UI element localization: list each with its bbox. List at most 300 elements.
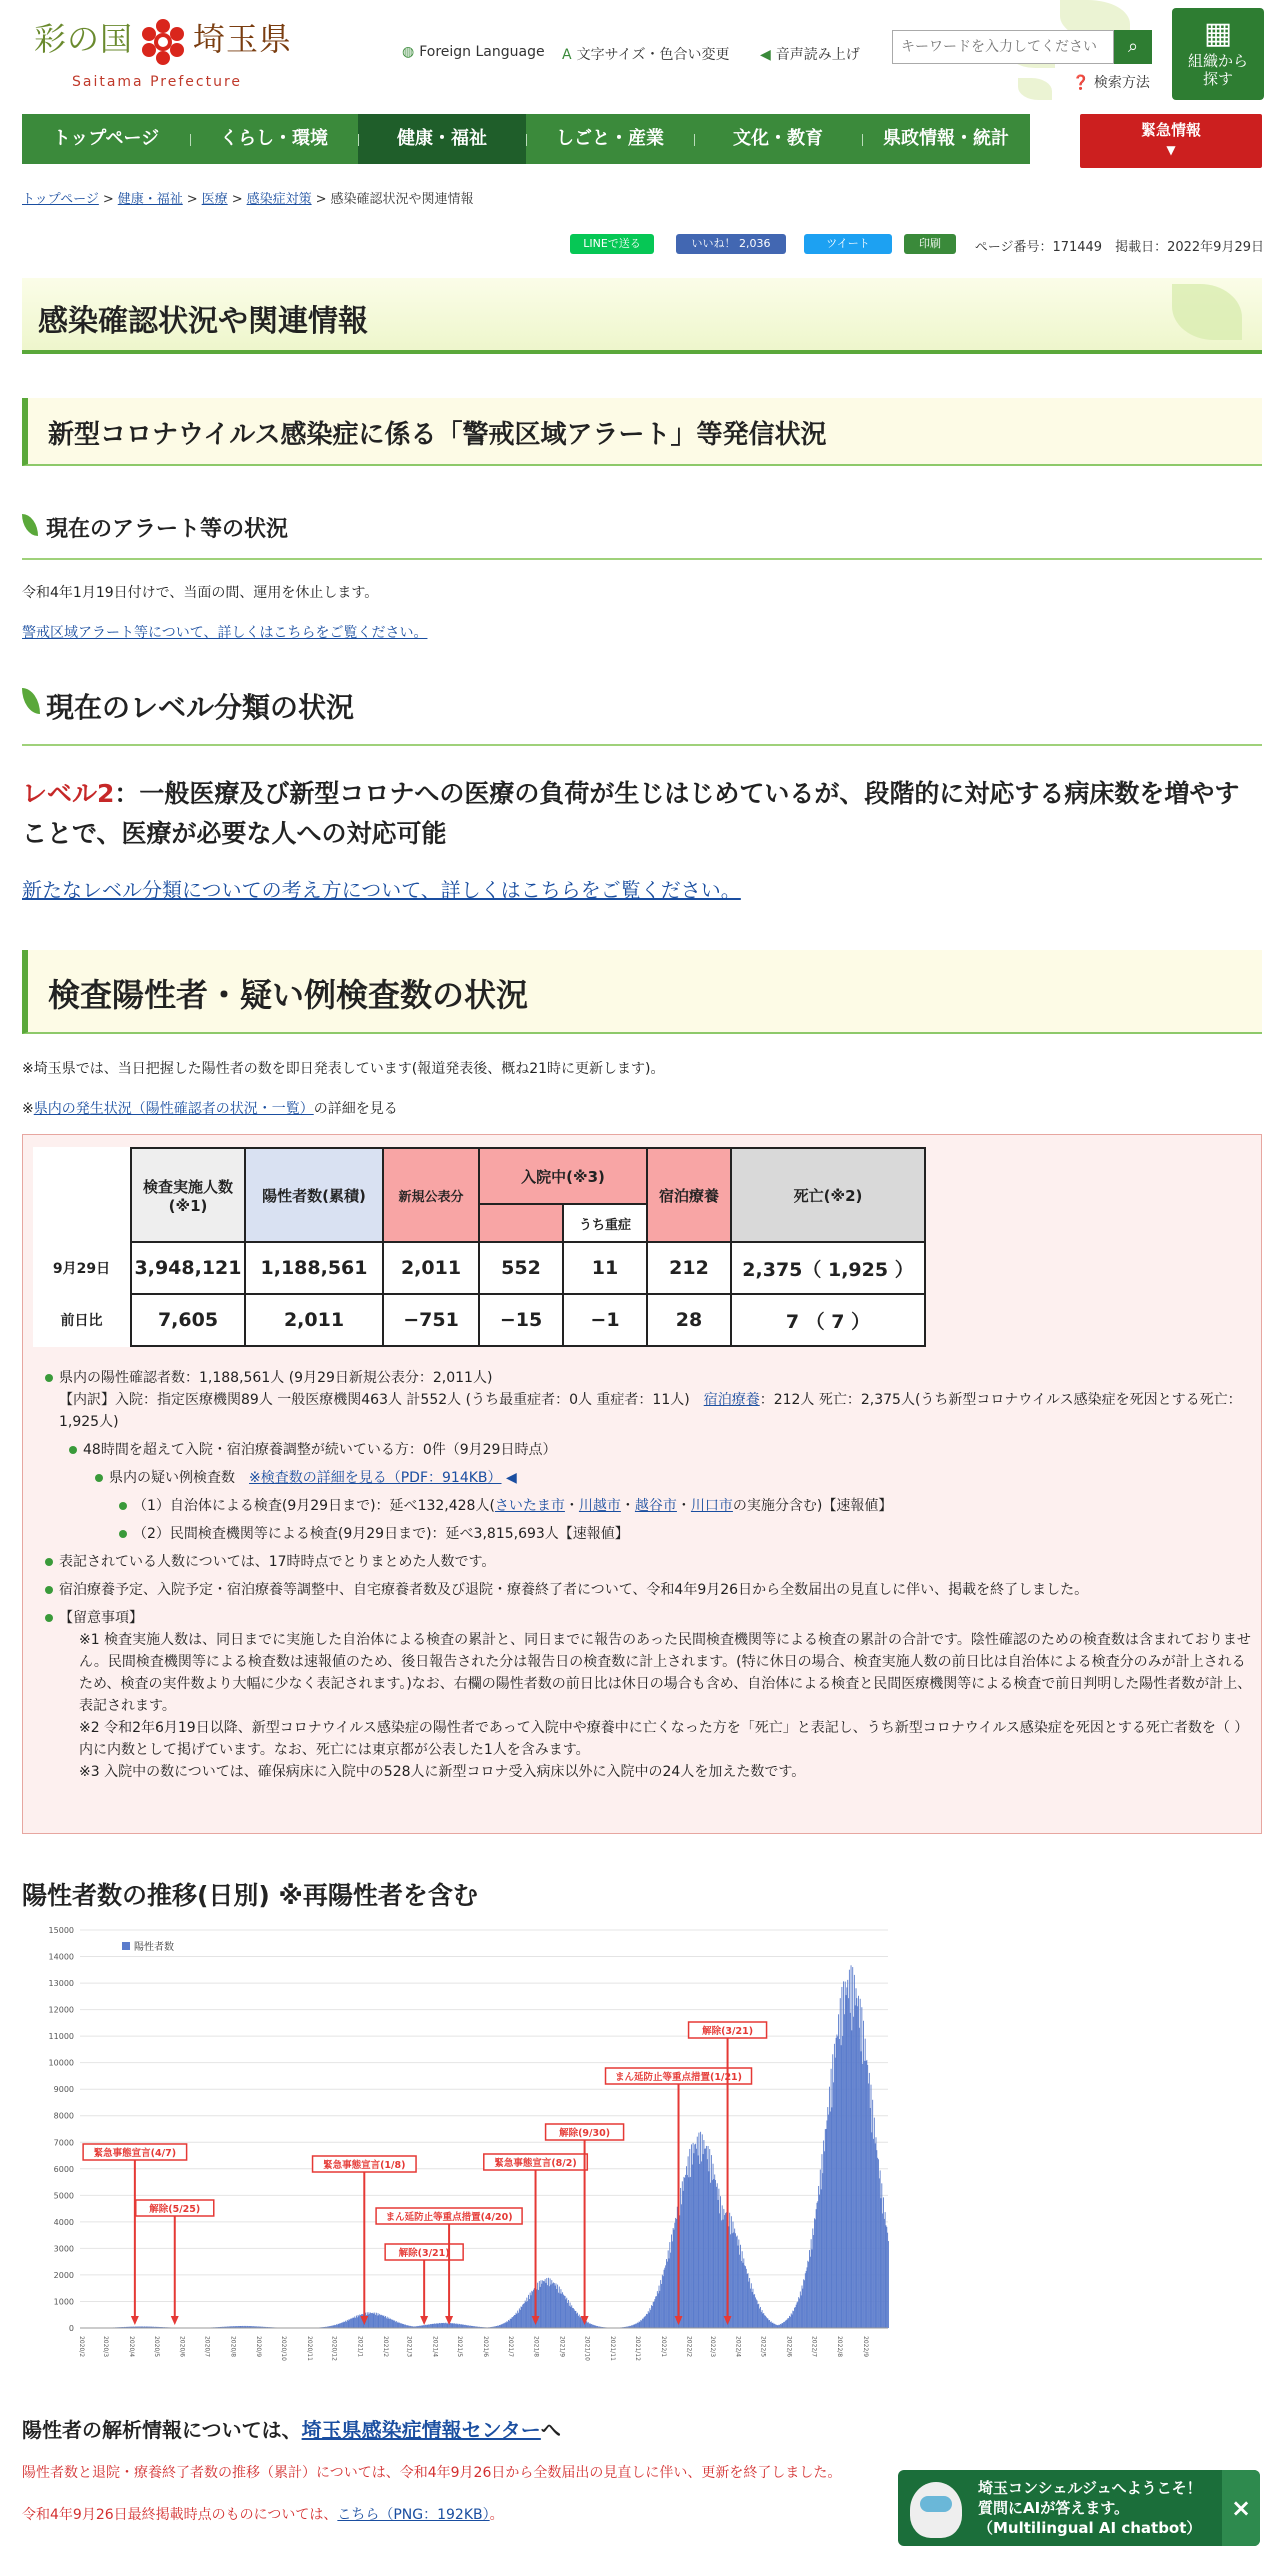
chart-bar [385, 2316, 386, 2328]
chart-bar [565, 2296, 566, 2328]
chart-bar [874, 2118, 875, 2328]
emergency-info-button[interactable] [1080, 114, 1262, 168]
chart-bar [839, 2039, 840, 2328]
chart-bar [817, 2201, 818, 2328]
chart-bar [344, 2322, 345, 2328]
chart-bar [694, 2144, 695, 2328]
final-note: 令和4年9月26日最終掲載時点のものについては、こちら（PNG：192KB）。 [22, 2507, 504, 2523]
diff-new: −751 [383, 1294, 479, 1346]
nav-work[interactable]: しごと・産業 [526, 114, 694, 164]
chart-section-title: 陽性者数の推移(日別) ※再陽性者を含む [22, 1881, 478, 1910]
chart-bar [831, 2107, 832, 2328]
chart-bar [864, 2061, 865, 2328]
chart-bar [344, 2322, 345, 2328]
note-positive-total: 県内の陽性確認者数：1,188,561人 (9月29日新規公表分：2,011人) 【内訳】入院：指定医療機関89人 一般医療機関463人 計552人 (うち最重症者：0人 重症者：11人) 宿泊療養：212人 死亡：2,375人(うち新型コロナウイルス感染症を死因とする死亡：1,925人) [43, 1367, 1257, 1433]
chart-bar [396, 2321, 397, 2328]
chart-bar [348, 2321, 349, 2328]
nav-living[interactable]: くらし・環境 [190, 114, 358, 164]
alert-heading: 新型コロナウイルス感染症に係る「警戒区域アラート」等発信状況 [48, 420, 827, 450]
chart-bar [403, 2324, 404, 2328]
chart-bar [395, 2322, 396, 2328]
alert-link[interactable]: 警戒区域アラート等について、詳しくはこちらをご覧ください。 [22, 625, 428, 641]
chart-bar [859, 2028, 860, 2328]
chart-y-tick-label: 1000 [53, 2297, 74, 2307]
chart-bar [517, 2311, 518, 2328]
chart-bar [544, 2281, 545, 2328]
test-detail-pdf-link[interactable]: ※検査数の詳細を見る（PDF：914KB） [249, 1470, 502, 1486]
chart-bar [403, 2324, 404, 2328]
chart-bar [762, 2314, 763, 2328]
chart-bar [742, 2251, 743, 2328]
chart-bar [743, 2258, 744, 2328]
chart-bar [791, 2313, 792, 2328]
kawagoe-link[interactable]: 川越市 [578, 1498, 621, 1514]
chart-bar [358, 2315, 359, 2328]
chart-bar [462, 2325, 463, 2328]
chart-bar [781, 2324, 782, 2328]
chart-bar [787, 2320, 788, 2328]
chart-bar [353, 2317, 354, 2328]
chart-bar [754, 2294, 755, 2328]
level-link[interactable]: 新たなレベル分類についての考え方について、詳しくはこちらをご覧ください。 [22, 878, 741, 902]
chart-bar [349, 2319, 350, 2328]
chart-bar [367, 2312, 368, 2328]
chart-bar [586, 2321, 587, 2328]
chart-bar [882, 2213, 883, 2328]
chart-bar [842, 2036, 843, 2328]
infection-center-link[interactable]: 埼玉県感染症情報センター [301, 2418, 541, 2442]
chart-bar [750, 2289, 751, 2328]
chart-bar [350, 2319, 351, 2328]
chart-bar [830, 2112, 831, 2328]
chart-bar [558, 2293, 559, 2328]
chart-bar [831, 2069, 832, 2328]
nav-government[interactable]: 県政情報・統計 [862, 114, 1030, 164]
chart-bar [513, 2316, 514, 2328]
chart-bar [767, 2318, 768, 2328]
chart-bar [708, 2171, 709, 2328]
chart-bar [758, 2304, 759, 2328]
chart-bar [718, 2200, 719, 2328]
chart-bar [753, 2295, 754, 2328]
chart-x-tick-label: 2021/11 [609, 2336, 617, 2361]
chart-bar [828, 2115, 829, 2328]
chart-bar [566, 2298, 567, 2328]
chart-bar [655, 2296, 656, 2328]
chart-bar [505, 2322, 506, 2328]
decorative-leaf [1172, 284, 1242, 340]
chart-bar [852, 1967, 853, 2328]
chart-bar [452, 2323, 453, 2328]
chart-bar [578, 2316, 579, 2328]
chart-bar [835, 2058, 836, 2328]
chart-bar [747, 2274, 748, 2328]
chart-bar [734, 2229, 735, 2328]
chart-bar [641, 2320, 642, 2328]
chart-bar [549, 2286, 550, 2328]
chart-bar [651, 2305, 652, 2328]
chart-bar [563, 2295, 564, 2328]
facebook-like-button[interactable]: いいね！ 2,036 [676, 234, 786, 254]
chart-bar [398, 2322, 399, 2328]
chart-bar [570, 2307, 571, 2328]
chart-bar [379, 2314, 380, 2328]
foreign-language-label: Foreign Language [419, 44, 545, 60]
chart-annotation-arrowhead [171, 2316, 179, 2325]
chart-x-tick-label: 2022/2 [685, 2336, 693, 2358]
chart-x-tick-label: 2020/7 [203, 2336, 211, 2358]
chart-bar [575, 2311, 576, 2328]
chart-bar [538, 2290, 539, 2328]
chart-bar [540, 2287, 541, 2328]
chart-bar [772, 2323, 773, 2328]
chart-bar [657, 2291, 658, 2328]
chart-bar [373, 2314, 374, 2328]
chart-bar [817, 2203, 818, 2328]
chart-bar [432, 2324, 433, 2328]
chart-bar [887, 2233, 888, 2328]
chart-bar [645, 2316, 646, 2328]
chatbot-text [978, 2478, 1202, 2538]
chart-bar [341, 2323, 342, 2328]
nav-top[interactable]: トップページ [52, 128, 160, 149]
chart-bar [587, 2323, 588, 2328]
chart-bar [531, 2291, 532, 2328]
chart-bar [378, 2315, 379, 2328]
chart-bar [688, 2177, 689, 2328]
chart-x-tick-label: 2021/9 [558, 2336, 566, 2358]
text-size-icon: A [562, 47, 572, 63]
chart-bar [680, 2188, 681, 2328]
chart-bar [861, 2007, 862, 2328]
chart-x-tick-label: 2022/6 [785, 2336, 793, 2358]
nav-culture[interactable]: 文化・教育 [694, 114, 862, 164]
alert-heading-box [22, 398, 1262, 466]
koshigaya-link[interactable]: 越谷市 [634, 1498, 677, 1514]
note-17h: 表記されている人数については、17時時点でとりまとめた人数です。 [43, 1551, 1257, 1573]
chart-bar [870, 2108, 871, 2328]
speaker-icon: ◀ [505, 1470, 517, 1486]
chart-bar [531, 2295, 532, 2328]
chart-bar [866, 2060, 867, 2328]
chart-bar [525, 2301, 526, 2328]
chart-bar [437, 2323, 438, 2328]
chart-bar [681, 2204, 682, 2328]
chart-bar [653, 2302, 654, 2328]
chart-y-tick-label: 10000 [48, 2058, 74, 2068]
chart-bar [378, 2313, 379, 2328]
chart-bar [577, 2313, 578, 2328]
chatbot-widget[interactable] [898, 2470, 1260, 2546]
chart-bar [637, 2323, 638, 2328]
foreign-language-link[interactable] [402, 44, 545, 60]
diff-positive: 2,011 [245, 1294, 383, 1346]
chart-bar [555, 2283, 556, 2328]
chart-bar [503, 2323, 504, 2328]
page-meta [975, 236, 1264, 255]
site-header [0, 0, 1284, 110]
chart-bar [851, 2030, 852, 2328]
chart-bar [767, 2318, 768, 2328]
breadcrumb-medical[interactable]: 医療 [201, 192, 228, 207]
line-share-button[interactable]: LINEで送る [570, 234, 654, 254]
chart-bar [846, 1995, 847, 2328]
chart-bar [501, 2324, 502, 2328]
chart-bar [701, 2161, 702, 2328]
chart-bar [511, 2317, 512, 2328]
chart-bar [389, 2319, 390, 2328]
chart-bar [356, 2316, 357, 2328]
chart-bar [685, 2175, 686, 2328]
chart-annotation-label: 緊急事態宣言(1/8) [323, 2160, 406, 2171]
nav-health[interactable]: 健康・福祉 [358, 114, 526, 164]
chart-bar [748, 2282, 749, 2328]
chart-bar [460, 2324, 461, 2328]
chart-bar [501, 2324, 502, 2328]
chart-y-tick-label: 4000 [53, 2217, 74, 2227]
chart-bar [441, 2323, 442, 2328]
cumulative-note: 陽性者数と退院・療養終了者数の推移（累計）については、令和4年9月26日から全数届出の見直しに伴い、更新を終了しました。 [22, 2465, 842, 2481]
chart-bar [357, 2317, 358, 2328]
chart-bar [388, 2318, 389, 2328]
png-link[interactable]: こちら（PNG：192KB） [337, 2507, 490, 2523]
chart-bar [802, 2289, 803, 2328]
chart-bar [774, 2324, 775, 2328]
global-nav [22, 114, 1030, 164]
print-button[interactable]: 印刷 [904, 234, 956, 254]
chart-bar [654, 2299, 655, 2328]
chart-bar [336, 2324, 337, 2328]
chart-bar [453, 2323, 454, 2328]
chart-bar [588, 2322, 589, 2328]
text-size-link[interactable] [562, 44, 729, 64]
chart-bar [737, 2236, 738, 2328]
chart-x-tick-label: 2022/5 [759, 2336, 767, 2358]
chart-bar [673, 2228, 674, 2328]
kawaguchi-link[interactable]: 川口市 [690, 1498, 733, 1514]
chart-bar [686, 2166, 687, 2328]
chart-bar [354, 2316, 355, 2328]
chart-bar [807, 2267, 808, 2328]
chart-bar [707, 2159, 708, 2328]
chart-bar [552, 2283, 553, 2328]
chatbot-line3: （Multilingual AI chatbot） [978, 2519, 1202, 2537]
chart-bar [746, 2269, 747, 2328]
chart-bar [731, 2216, 732, 2328]
chart-bar [660, 2280, 661, 2328]
chart-bar [381, 2315, 382, 2328]
row-label-diff: 前日比 [60, 1313, 103, 1329]
chart-bar [682, 2181, 683, 2328]
chart-bar [700, 2132, 701, 2328]
chart-bar [569, 2306, 570, 2328]
chart-bar [849, 1970, 850, 2328]
chart-bar [667, 2262, 668, 2328]
chart-bar [883, 2197, 884, 2328]
chart-y-tick-label: 14000 [48, 1952, 74, 1962]
note-private-tests: （2）民間検査機関等による検査(9月29日まで)：延べ3,815,693人【速報値】 [117, 1523, 1257, 1545]
chart-bar [458, 2324, 459, 2328]
chart-bar [382, 2315, 383, 2328]
chart-bar [812, 2228, 813, 2328]
chart-bar [775, 2324, 776, 2328]
chart-bar [526, 2298, 527, 2328]
chart-bar [383, 2316, 384, 2328]
saitama-city-link[interactable]: さいたま市 [494, 1498, 565, 1514]
level-heading-box [22, 684, 1262, 746]
leaf-icon [22, 514, 38, 536]
chart-bar [551, 2280, 552, 2328]
emergency-label: 緊急情報 [1140, 121, 1201, 139]
chart-x-tick-label: 2021/12 [634, 2336, 642, 2361]
org-search-button[interactable] [1172, 8, 1264, 100]
legend-label: 陽性者数 [134, 1942, 174, 1953]
chart-bar [674, 2223, 675, 2328]
chart-bar [834, 2044, 835, 2328]
chart-x-tick-label: 2020/12 [330, 2336, 338, 2361]
chart-bar [768, 2320, 769, 2328]
chart-bar [684, 2178, 685, 2328]
breadcrumb-infection[interactable]: 感染症対策 [246, 192, 312, 207]
chart-x-tick-label: 2020/8 [229, 2336, 237, 2358]
search-icon: ⌕ [1127, 36, 1139, 57]
chart-bar [740, 2245, 741, 2328]
chart-bar [821, 2154, 822, 2328]
chart-bar [343, 2322, 344, 2328]
chart-bar [520, 2310, 521, 2328]
chart-bar [715, 2180, 716, 2328]
chart-bar [827, 2107, 828, 2328]
chart-bar [683, 2191, 684, 2328]
chart-bar [841, 2045, 842, 2328]
chart-bar [818, 2186, 819, 2328]
chart-bar [574, 2309, 575, 2328]
chart-bar [803, 2279, 804, 2328]
search-method-link[interactable] [1072, 72, 1150, 92]
site-logo[interactable] [34, 14, 293, 96]
tweet-button[interactable]: ツイート [804, 234, 892, 254]
chart-bar [869, 2073, 870, 2328]
caution-2: ※2 令和2年6月19日以降、新型コロナウイルス感染症の陽性者であって入院中や療養中に亡くなった方を「死亡」と表記し、うち新型コロナウイルス感染症を死因とする死亡者数を（ ）内に内数として掲げています。なお、死亡には東京都が公表した1人を含みます。 [79, 1720, 1249, 1758]
chart-bar [437, 2324, 438, 2328]
chart-bar [642, 2319, 643, 2328]
chart-bar [797, 2302, 798, 2328]
search-button[interactable] [1114, 30, 1152, 64]
legend-swatch [122, 1942, 130, 1950]
chart-bar [553, 2283, 554, 2328]
chart-bar [797, 2302, 798, 2328]
chart-bar [568, 2300, 569, 2328]
chart-bar [393, 2320, 394, 2328]
chart-bar [349, 2320, 350, 2328]
chart-bar [789, 2316, 790, 2328]
search-input[interactable] [892, 30, 1114, 64]
page-title: 感染確認状況や関連情報 [38, 304, 368, 339]
speech-label: 音声読み上げ [775, 47, 860, 63]
chart-bar [806, 2271, 807, 2328]
chart-bar [555, 2286, 556, 2328]
chart-bar [884, 2219, 885, 2328]
chart-bar [782, 2323, 783, 2328]
chart-bar [881, 2198, 882, 2328]
robot-icon [910, 2482, 962, 2538]
chart-bar [561, 2294, 562, 2328]
chart-bar [720, 2196, 721, 2328]
text-size-label: 文字サイズ・色合い変更 [576, 47, 730, 63]
chart-bar [703, 2154, 704, 2328]
chart-bar [644, 2317, 645, 2328]
breadcrumb-top[interactable]: トップページ [22, 192, 99, 207]
chart-bar [699, 2164, 700, 2328]
chart-bar [693, 2143, 694, 2328]
chart-bar [375, 2315, 376, 2328]
chart-bar [784, 2322, 785, 2328]
chart-bar [738, 2239, 739, 2328]
chart-bar [649, 2313, 650, 2328]
share-bar [570, 234, 1264, 256]
search-method-label: 検索方法 [1093, 75, 1150, 91]
chart-bar [506, 2322, 507, 2328]
chart-bar [509, 2321, 510, 2328]
chart-bar [369, 2314, 370, 2328]
chart-bar [876, 2137, 877, 2328]
chart-bar [712, 2180, 713, 2328]
chart-bar [836, 2038, 837, 2328]
chart-bar [843, 1981, 844, 2328]
chart-bar [358, 2316, 359, 2328]
chart-bar [761, 2312, 762, 2328]
chart-x-tick-label: 2020/9 [255, 2336, 263, 2358]
chart-y-tick-label: 8000 [53, 2111, 74, 2121]
outbreak-list-link[interactable]: 県内の発生状況（陽性確認者の状況・一覧） [33, 1101, 314, 1117]
chart-bar [546, 2283, 547, 2328]
level-label: レベル2 [22, 779, 115, 808]
chart-bar [428, 2324, 429, 2328]
chart-bar [692, 2165, 693, 2328]
chart-bar [386, 2318, 387, 2328]
chart-bar [809, 2250, 810, 2328]
chart-bar [881, 2183, 882, 2328]
chart-bar [867, 2065, 868, 2328]
chart-bar [868, 2083, 869, 2328]
chart-bar [684, 2177, 685, 2328]
chart-bar [454, 2323, 455, 2328]
org-button-line1: 組織から [1187, 52, 1248, 70]
chart-bar [704, 2149, 705, 2328]
chart-bar [837, 2036, 838, 2328]
chart-bar [337, 2325, 338, 2328]
chart-bar [865, 2039, 866, 2328]
chart-bar [793, 2311, 794, 2328]
chart-bar [861, 2051, 862, 2328]
chart-x-tick-label: 2021/3 [405, 2336, 413, 2358]
chart-bar [670, 2253, 671, 2328]
chart-bar [796, 2305, 797, 2328]
chart-bar [719, 2213, 720, 2328]
chart-bar [575, 2311, 576, 2328]
speech-link[interactable] [760, 44, 860, 64]
breadcrumb-health[interactable]: 健康・福祉 [117, 192, 183, 207]
chart-bar [810, 2257, 811, 2328]
chart-bar [798, 2297, 799, 2328]
chart-bar [514, 2315, 515, 2328]
chart-bar [462, 2325, 463, 2328]
hotel-link[interactable]: 宿泊療養 [703, 1392, 760, 1408]
chart-annotation-label: 緊急事態宣言(8/2) [494, 2158, 577, 2169]
chart-bar [764, 2315, 765, 2328]
chatbot-close-button[interactable]: × [1222, 2470, 1260, 2546]
chart-bar [799, 2298, 800, 2328]
